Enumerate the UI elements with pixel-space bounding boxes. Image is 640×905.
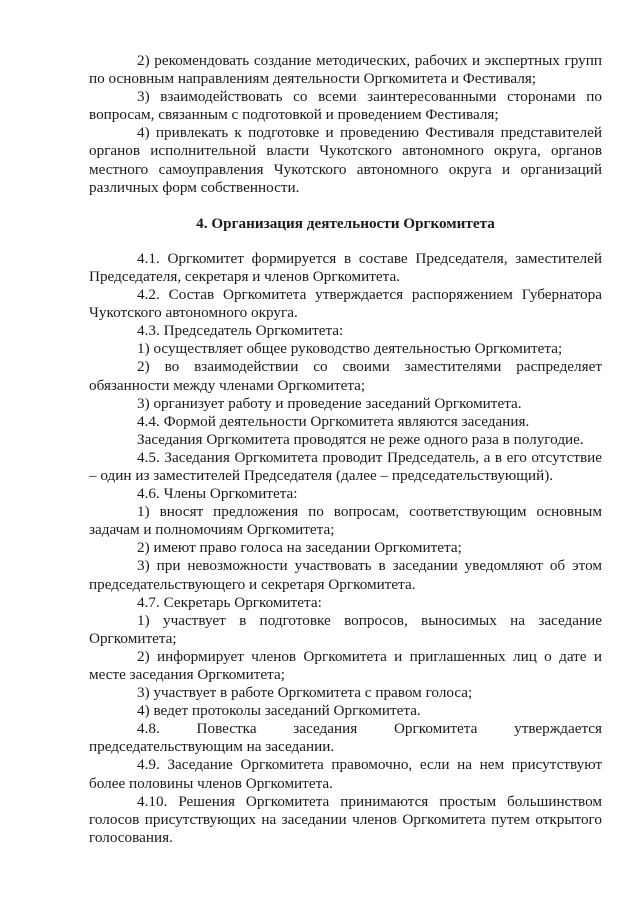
paragraph-4-3: 4.3. Председатель Оргкомитета:	[137, 322, 344, 340]
intro-item-2: 2) рекомендовать создание методических, рабочих и экспертных групп по основным направлениям деятельности Оргкомитета и Фестиваля;	[89, 52, 602, 88]
paragraph-4-3-item-1: 1) осуществляет общее руководство деятельностью Оргкомитета;	[137, 340, 563, 358]
paragraph-4-4: 4.4. Формой деятельности Оргкомитета являются заседания.	[137, 412, 530, 430]
paragraph-4-5: 4.5. Заседания Оргкомитета проводит Председатель, а в его отсутствие – один из заместителей Председателя (далее – председательствующий).	[89, 448, 602, 484]
intro-item-3: 3) взаимодействовать со всеми заинтересованными сторонами по вопросам, связанным с подготовкой и проведением Фестиваля;	[89, 88, 602, 124]
paragraph-4-7-item-3: 3) участвует в работе Оргкомитета с правом голоса;	[137, 684, 473, 702]
paragraph-4-6: 4.6. Члены Оргкомитета:	[137, 485, 298, 503]
paragraph-4-9: 4.9. Заседание Оргкомитета правомочно, если на нем присутствуют более половины членов Оргкомитета.	[89, 756, 602, 792]
paragraph-4-7-item-4: 4) ведет протоколы заседаний Оргкомитета.	[137, 702, 421, 720]
paragraph-4-1: 4.1. Оргкомитет формируется в составе Председателя, заместителей Председателя, секретаря и членов Оргкомитета.	[89, 249, 602, 285]
paragraph-4-8: 4.8. Повестка заседания Оргкомитета утверждается председательствующим на заседании.	[89, 720, 602, 756]
paragraph-4-7-item-1: 1) участвует в подготовке вопросов, выносимых на заседание Оргкомитета;	[89, 611, 602, 647]
paragraph-4-4-frequency: Заседания Оргкомитета проводятся не реже одного раза в полугодие.	[137, 430, 584, 448]
paragraph-4-7: 4.7. Секретарь Оргкомитета:	[137, 593, 322, 611]
paragraph-4-6-item-2: 2) имеют право голоса на заседании Оргкомитета;	[137, 539, 462, 557]
document-page	[89, 52, 602, 847]
section-heading: 4. Организация деятельности Оргкомитета	[196, 214, 495, 232]
paragraph-4-6-item-1: 1) вносят предложения по вопросам, соответствующим основным задачам и полномочиям Оргкомитета;	[89, 503, 602, 539]
paragraph-4-2: 4.2. Состав Оргкомитета утверждается распоряжением Губернатора Чукотского автономного округа.	[89, 286, 602, 322]
intro-item-4: 4) привлекать к подготовке и проведению Фестиваля представителей органов исполнительной власти Чукотского автономного округа, органов местного самоуправления Чукотского автономного округа и организаций различных форм собственности.	[89, 124, 602, 196]
paragraph-4-7-item-2: 2) информирует членов Оргкомитета и приглашенных лиц о дате и месте заседания Оргкомитета;	[89, 647, 602, 683]
paragraph-4-3-item-3: 3) организует работу и проведение заседаний Оргкомитета.	[137, 394, 522, 412]
paragraph-4-6-item-3: 3) при невозможности участвовать в заседании уведомляют об этом председательствующего и секретаря Оргкомитета.	[89, 557, 602, 593]
paragraph-4-3-item-2: 2) во взаимодействии со своими заместителями распределяет обязанности между членами Оргкомитета;	[89, 358, 602, 394]
paragraph-4-10: 4.10. Решения Оргкомитета принимаются простым большинством голосов присутствующих на заседании членов Оргкомитета путем открытого голосования.	[89, 792, 602, 846]
